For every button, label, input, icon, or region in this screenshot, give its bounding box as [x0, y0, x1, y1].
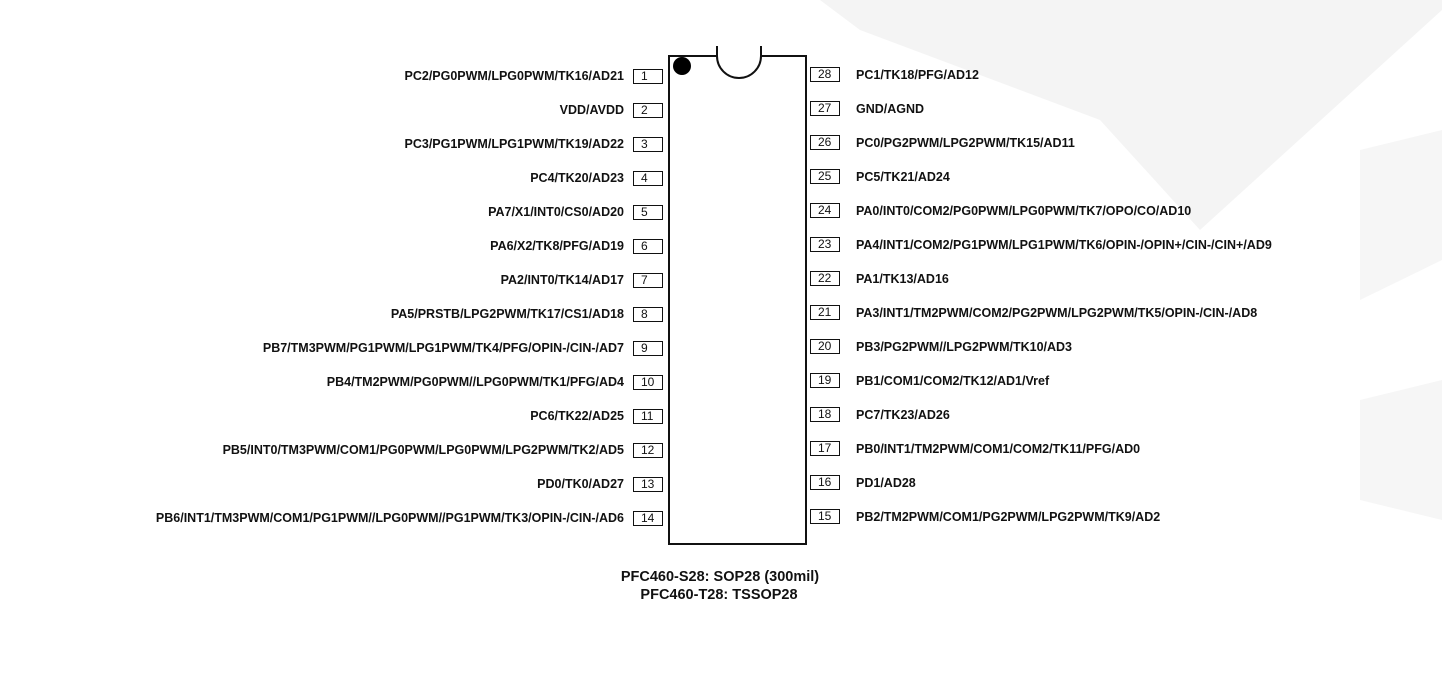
pin-number-box: 23	[810, 237, 840, 252]
pin-number-box: 11	[633, 409, 663, 424]
pin-name-label: PC4/TK20/AD23	[530, 170, 624, 185]
pin-name-label: PA1/TK13/AD16	[856, 271, 949, 286]
pin-name-label: PA3/INT1/TM2PWM/COM2/PG2PWM/LPG2PWM/TK5/OPIN-/CIN-/AD8	[856, 305, 1258, 320]
pin-number-box: 13	[633, 477, 663, 492]
pin-name-label: PA5/PRSTB/LPG2PWM/TK17/CS1/AD18	[390, 306, 624, 321]
pin-name-label: PB6/INT1/TM3PWM/COM1/PG1PWM//LPG0PWM//PG1PWM/TK3/OPIN-/CIN-/AD6	[155, 510, 624, 525]
pin-name-label: PB1/COM1/COM2/TK12/AD1/Vref	[856, 373, 1050, 388]
pin-name-label: PB2/TM2PWM/COM1/PG2PWM/LPG2PWM/TK9/AD2	[856, 509, 1161, 524]
pin-name-label: PA4/INT1/COM2/PG1PWM/LPG1PWM/TK6/OPIN-/OPIN+/CIN-/CIN+/AD9	[856, 237, 1272, 252]
ic-package-body	[668, 55, 807, 545]
pin-number-box: 19	[810, 373, 840, 388]
pin-number-box: 8	[633, 307, 663, 322]
pin-name-label: GND/AGND	[856, 101, 925, 116]
pin-name-label: PB0/INT1/TM2PWM/COM1/COM2/TK11/PFG/AD0	[856, 441, 1141, 456]
pin-number-box: 6	[633, 239, 663, 254]
pin-number-box: 1	[633, 69, 663, 84]
pin-name-label: PC3/PG1PWM/LPG1PWM/TK19/AD22	[404, 136, 624, 151]
pin-number-box: 10	[633, 375, 663, 390]
package-label-line-2: PFC460-T28: TSSOP28	[640, 587, 798, 603]
pin-number-box: 26	[810, 135, 840, 150]
pin-name-label: PB7/TM3PWM/PG1PWM/LPG1PWM/TK4/PFG/OPIN-/CIN-/AD7	[262, 340, 624, 355]
pin-number-box: 24	[810, 203, 840, 218]
pin-number-box: 14	[633, 511, 663, 526]
pin-name-label: PD0/TK0/AD27	[537, 476, 624, 491]
package-notch	[712, 40, 766, 84]
pin-name-label: PC2/PG0PWM/LPG0PWM/TK16/AD21	[404, 68, 624, 83]
pin-name-label: VDD/AVDD	[559, 102, 624, 117]
pin1-indicator-dot	[673, 57, 691, 75]
pin-number-box: 7	[633, 273, 663, 288]
pin-number-box: 27	[810, 101, 840, 116]
pin-name-label: PC6/TK22/AD25	[530, 408, 624, 423]
pin-number-box: 28	[810, 67, 840, 82]
pin-number-box: 3	[633, 137, 663, 152]
pin-number-box: 16	[810, 475, 840, 490]
pin-number-box: 20	[810, 339, 840, 354]
pin-name-label: PA6/X2/TK8/PFG/AD19	[490, 238, 624, 253]
pin-number-box: 18	[810, 407, 840, 422]
pin-number-box: 17	[810, 441, 840, 456]
pin-name-label: PB5/INT0/TM3PWM/COM1/PG0PWM/LPG0PWM/LPG2PWM/TK2/AD5	[222, 442, 624, 457]
pin-number-box: 4	[633, 171, 663, 186]
pin-name-label: PC1/TK18/PFG/AD12	[856, 67, 979, 82]
pin-name-label: PB4/TM2PWM/PG0PWM//LPG0PWM/TK1/PFG/AD4	[326, 374, 624, 389]
pin-name-label: PB3/PG2PWM//LPG2PWM/TK10/AD3	[856, 339, 1073, 354]
package-label-line-1: PFC460-S28: SOP28 (300mil)	[620, 569, 820, 585]
pin-name-label: PC7/TK23/AD26	[856, 407, 950, 422]
pin-number-box: 5	[633, 205, 663, 220]
pin-number-box: 12	[633, 443, 663, 458]
pin-number-box: 22	[810, 271, 840, 286]
pin-number-box: 21	[810, 305, 840, 320]
pin-number-box: 15	[810, 509, 840, 524]
pin-number-box: 2	[633, 103, 663, 118]
pin-name-label: PC5/TK21/AD24	[856, 169, 950, 184]
pin-number-box: 25	[810, 169, 840, 184]
pin-number-box: 9	[633, 341, 663, 356]
pin-name-label: PC0/PG2PWM/LPG2PWM/TK15/AD11	[856, 135, 1075, 150]
pin-name-label: PD1/AD28	[856, 475, 916, 490]
pin-name-label: PA7/X1/INT0/CS0/AD20	[488, 204, 624, 219]
pin-name-label: PA2/INT0/TK14/AD17	[500, 272, 624, 287]
pin-name-label: PA0/INT0/COM2/PG0PWM/LPG0PWM/TK7/OPO/CO/AD10	[856, 203, 1192, 218]
